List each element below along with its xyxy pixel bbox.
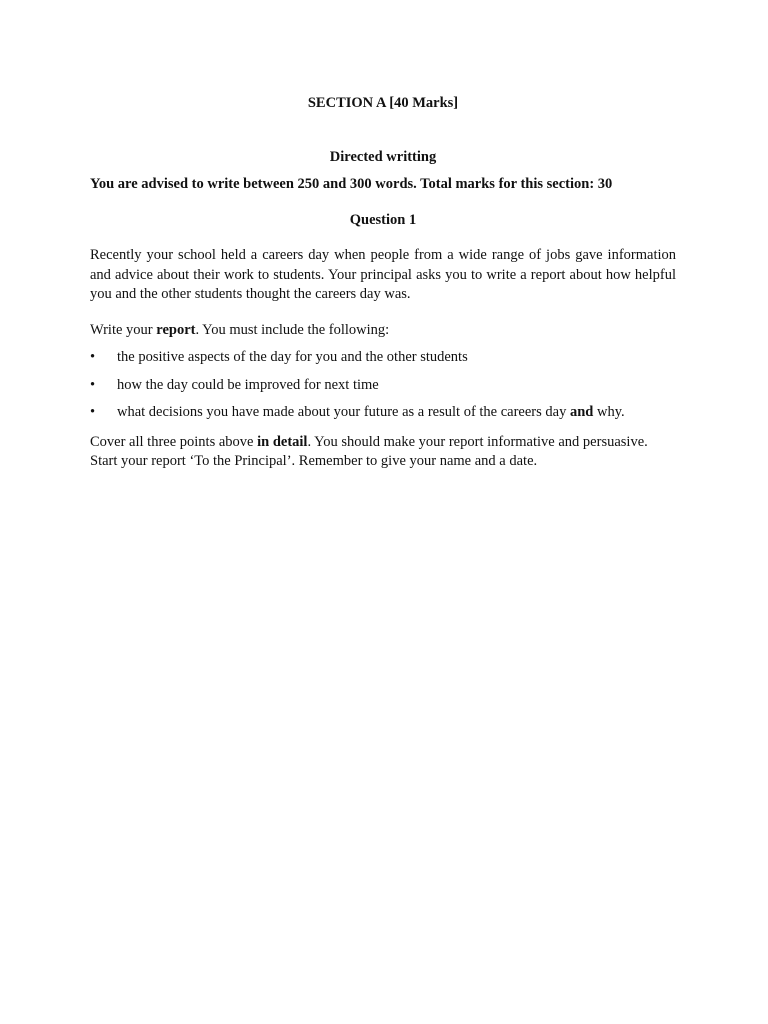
list-item [90,376,676,396]
bullet-text: the positive aspects of the day for you and the other students [117,349,468,365]
bullet-text-prefix: what decisions you have made about your future as a result of the careers day [117,404,570,420]
task-bold: report [156,321,196,338]
task-statement [90,321,676,341]
bullet-icon: • [90,404,96,420]
bullet-icon: • [90,376,96,393]
page-content [90,93,676,472]
cover-suffix: . You should make your report informative and persuasive. [307,433,648,450]
section-title: SECTION A [40 Marks] [307,95,459,111]
task-prefix: Write your [90,321,157,338]
instructions [90,433,676,472]
start-line: Start your report ‘To the Principal’. Remember to give your name and a date. [90,453,538,469]
cover-bold: in detail [257,433,308,450]
question-title: Question 1 [349,212,417,228]
cover-prefix: Cover all three points above [90,433,258,450]
task-suffix: . You must include the following: [195,321,390,338]
list-item [90,403,676,423]
list-item [90,348,676,368]
directed-writing-title: Directed writting [329,149,437,165]
bullet-text: how the day could be improved for next time [117,376,379,393]
bullet-icon: • [90,349,96,365]
bullet-text-suffix: why. [593,404,625,420]
bullet-text-bold: and [569,404,594,420]
question-intro: Recently your school held a careers day when people from a wide range of jobs gave information and advice about their work to students. Your principal asks you to write a report about how helpful you and the other students thought the careers day was. [90,247,676,302]
word-count-advice: You are advised to write between 250 and 300 words. Total marks for this section: 30 [90,176,613,192]
bullet-list [90,348,676,423]
